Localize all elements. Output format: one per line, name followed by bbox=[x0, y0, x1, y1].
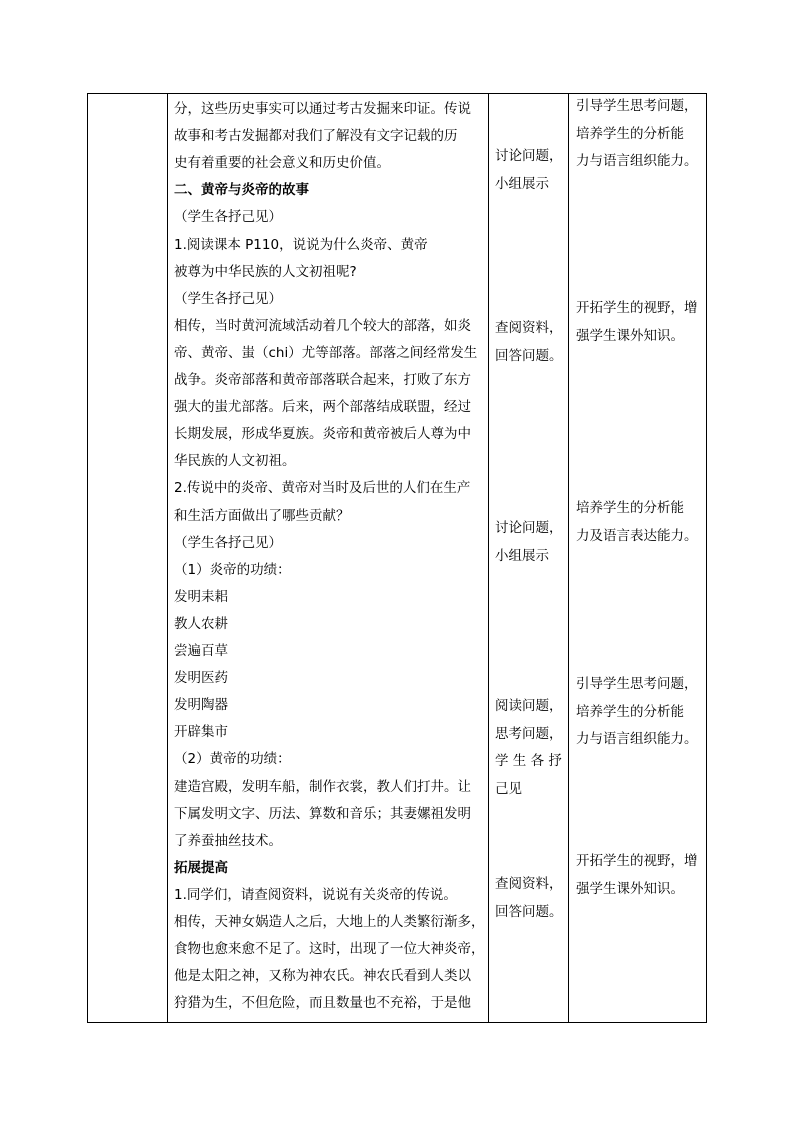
activity-text: 学 生 各 抒 bbox=[495, 753, 562, 769]
activity-text: 小组展示 bbox=[495, 547, 549, 564]
intent-text: 引导学生思考问题， bbox=[576, 676, 698, 692]
activity-text: 小组展示 bbox=[495, 175, 549, 192]
content-line: 分，这些历史事实可以通过考古发掘来印证。传说 bbox=[174, 101, 471, 117]
activity-text: 思考问题， bbox=[495, 725, 563, 742]
content-line: （学生各抒己见） bbox=[174, 290, 282, 307]
intent-text: 培养学生的分析能 bbox=[576, 125, 684, 142]
content-line: 他是太阳之神，又称为神农氏。神农氏看到人类以 bbox=[174, 968, 471, 985]
content-line: 狩猎为生，不但危险，而且数量也不充裕，于是他 bbox=[174, 995, 471, 1012]
content-line: 相传，天神女娲造人之后，大地上的人类繁衍渐多， bbox=[174, 914, 485, 930]
intent-text: 力与语言组织能力。 bbox=[576, 731, 698, 747]
intent-text: 力与语言组织能力。 bbox=[576, 153, 698, 169]
content-line: 史有着重要的社会意义和历史价值。 bbox=[174, 155, 390, 172]
activity-text: 回答问题。 bbox=[495, 903, 563, 920]
content-line: 2.传说中的炎帝、黄帝对当时及后世的人们在生产 bbox=[174, 480, 471, 497]
content-line: 华民族的人文初祖。 bbox=[174, 453, 296, 470]
content-line: 发明医药 bbox=[174, 670, 228, 687]
content-line: 教人农耕 bbox=[174, 615, 228, 632]
content-line: 了养蚕抽丝技术。 bbox=[174, 832, 282, 849]
content-line: 和生活方面做出了哪些贡献？ bbox=[174, 507, 350, 524]
activity-text: 查阅资料， bbox=[495, 320, 563, 336]
activity-text: 查阅资料， bbox=[495, 876, 563, 892]
section-heading: 二、黄帝与炎帝的故事 bbox=[174, 182, 309, 199]
content-line: （学生各抒己见） bbox=[174, 534, 282, 551]
table-column-intent bbox=[568, 93, 707, 1023]
content-line: 发明耒耜 bbox=[174, 588, 228, 605]
table-column-content bbox=[167, 93, 489, 1023]
content-line: 相传，当时黄河流域活动着几个较大的部落，如炎 bbox=[174, 317, 471, 334]
intent-text: 培养学生的分析能 bbox=[576, 703, 684, 720]
content-line: 长期发展，形成华夏族。炎帝和黄帝被后人尊为中 bbox=[174, 426, 471, 443]
intent-text: 引导学生思考问题， bbox=[576, 98, 698, 114]
content-line: 强大的蚩尤部落。后来，两个部落结成联盟，经过 bbox=[174, 399, 471, 416]
activity-text: 讨论问题， bbox=[495, 148, 563, 164]
intent-text: 开拓学生的视野，增 bbox=[576, 853, 698, 869]
intent-text: 强学生课外知识。 bbox=[576, 880, 684, 897]
section-heading: 拓展提高 bbox=[174, 859, 228, 876]
activity-text: 己见 bbox=[495, 780, 522, 797]
activity-text: 讨论问题， bbox=[495, 520, 563, 536]
table-column-empty bbox=[87, 93, 168, 1023]
intent-text: 力及语言表达能力。 bbox=[576, 527, 698, 544]
activity-text: 回答问题。 bbox=[495, 347, 563, 364]
content-line: 帝、黄帝、蚩（chi）尤等部落。部落之间经常发生 bbox=[174, 344, 478, 361]
content-line: （2）黄帝的功绩： bbox=[174, 751, 291, 768]
content-line: 食物也愈来愈不足了。这时，出现了一位大神炎帝， bbox=[174, 941, 485, 958]
activity-text: 阅读问题， bbox=[495, 698, 563, 714]
content-line: 建造宫殿，发明车船，制作衣裳，教人们打井。让 bbox=[174, 778, 471, 795]
content-line: 1.阅读课本 P110，说说为什么炎帝、黄帝 bbox=[174, 236, 428, 253]
content-line: 发明陶器 bbox=[174, 697, 228, 714]
content-line: 下属发明文字、历法、算数和音乐；其妻嫘祖发明 bbox=[174, 805, 471, 822]
content-line: 战争。炎帝部落和黄帝部落联合起来，打败了东方 bbox=[174, 372, 471, 388]
intent-text: 强学生课外知识。 bbox=[576, 327, 684, 344]
content-line: 故事和考古发掘都对我们了解没有文字记载的历 bbox=[174, 128, 458, 145]
content-line: （1）炎帝的功绩： bbox=[174, 561, 291, 578]
intent-text: 培养学生的分析能 bbox=[576, 500, 684, 516]
intent-text: 开拓学生的视野，增 bbox=[576, 300, 698, 316]
content-line: （学生各抒己见） bbox=[174, 209, 282, 226]
content-line: 尝遍百草 bbox=[174, 643, 228, 659]
content-line: 开辟集市 bbox=[174, 724, 228, 741]
content-line: 1.同学们，请查阅资料，说说有关炎帝的传说。 bbox=[174, 886, 457, 903]
table-column-activity bbox=[488, 93, 569, 1023]
content-line: 被尊为中华民族的人文初祖呢? bbox=[174, 263, 357, 280]
